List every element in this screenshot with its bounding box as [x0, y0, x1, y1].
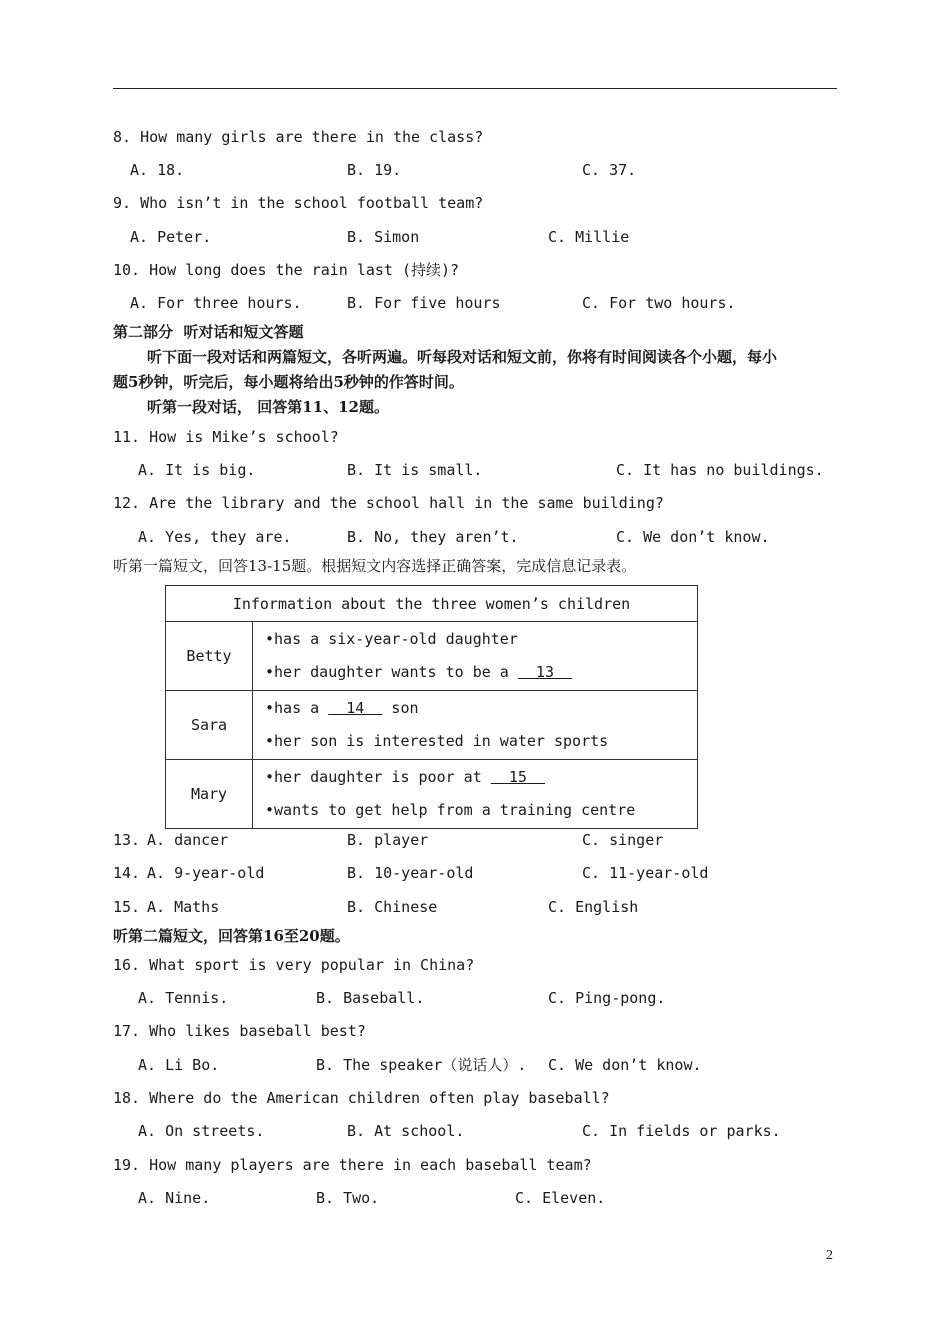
q12-option-a: A. Yes, they are.	[138, 528, 292, 546]
page-number: 2	[826, 1248, 833, 1263]
q16-option-a: A. Tennis.	[138, 989, 229, 1007]
blank-13: 13	[517, 663, 573, 681]
q10-option-a: A. For three hours.	[130, 294, 302, 312]
row-detail-betty: •has a six-year-old daughter •her daughter wants to be a 13	[253, 622, 698, 691]
row-name-sara: Sara	[166, 691, 253, 760]
row-name-mary: Mary	[166, 760, 253, 829]
q10-option-c: C. For two hours.	[582, 294, 736, 312]
q19-option-b: B. Two.	[316, 1189, 380, 1207]
question-19: 19. How many players are there in each baseball team?	[113, 1156, 592, 1174]
q16-option-b: B. Baseball.	[316, 989, 425, 1007]
q17-option-a: A. Li Bo.	[138, 1056, 220, 1074]
q8-option-b: B. 19.	[347, 161, 402, 179]
blank-14: 14	[328, 699, 383, 717]
dialogue-intro: 听第一段对话， 回答第11、12题。	[147, 398, 389, 416]
table-row	[166, 760, 698, 829]
q13-option-a: A. dancer	[147, 831, 229, 849]
q14-number: 14.	[113, 864, 141, 882]
q13-option-b: B. player	[347, 831, 429, 849]
q9-option-a: A. Peter.	[130, 228, 212, 246]
q15-number: 15.	[113, 898, 141, 916]
q13-number: 13.	[113, 831, 141, 849]
part2-heading: 第二部分 听对话和短文答题	[113, 323, 304, 341]
q16-option-c: C. Ping-pong.	[548, 989, 666, 1007]
q17-option-b: B. The speaker（说话人）.	[316, 1056, 527, 1074]
question-8: 8. How many girls are there in the class?	[113, 128, 484, 146]
question-11: 11. How is Mike’s school?	[113, 428, 339, 446]
q11-option-c: C. It has no buildings.	[616, 461, 824, 479]
q17-option-c: C. We don’t know.	[548, 1056, 702, 1074]
passage2-intro: 听第二篇短文，回答第16至20题。	[113, 927, 350, 945]
info-table	[165, 585, 698, 829]
q14-option-b: B. 10-year-old	[347, 864, 474, 882]
q10-option-b: B. For five hours	[347, 294, 501, 312]
q18-option-b: B. At school.	[347, 1122, 465, 1140]
question-10: 10. How long does the rain last (持续)?	[113, 261, 460, 279]
passage1-intro: 听第一篇短文，回答13-15题。根据短文内容选择正确答案，完成信息记录表。	[113, 557, 637, 575]
q14-option-a: A. 9-year-old	[147, 864, 265, 882]
q18-option-c: C. In fields or parks.	[582, 1122, 781, 1140]
table-row	[166, 622, 698, 691]
q9-option-c: C. Millie	[548, 228, 630, 246]
question-17: 17. Who likes baseball best?	[113, 1022, 366, 1040]
table-row	[166, 691, 698, 760]
q19-option-a: A. Nine.	[138, 1189, 211, 1207]
q12-option-b: B. No, they aren’t.	[347, 528, 519, 546]
q15-option-b: B. Chinese	[347, 898, 438, 916]
question-9: 9. Who isn’t in the school football team?	[113, 194, 484, 212]
question-12: 12. Are the library and the school hall in the same building?	[113, 494, 664, 512]
part2-instruction-line1: 听下面一段对话和两篇短文，各听两遍。听每段对话和短文前，你将有时间阅读各个小题，每小	[147, 348, 778, 366]
blank-15: 15	[490, 768, 545, 786]
q15-option-a: A. Maths	[147, 898, 220, 916]
row-detail-sara: •has a 14 son •her son is interested in water sports	[253, 691, 698, 760]
header-rule	[113, 88, 837, 89]
part2-instruction-line2: 题5秒钟，听完后，每小题将给出5秒钟的作答时间。	[113, 373, 464, 391]
q13-option-c: C. singer	[582, 831, 664, 849]
q8-option-c: C. 37.	[582, 161, 637, 179]
row-detail-mary: •her daughter is poor at 15 •wants to get help from a training centre	[253, 760, 698, 829]
q8-option-a: A. 18.	[130, 161, 185, 179]
q18-option-a: A. On streets.	[138, 1122, 265, 1140]
q11-option-a: A. It is big.	[138, 461, 256, 479]
q9-option-b: B. Simon	[347, 228, 420, 246]
question-16: 16. What sport is very popular in China?	[113, 956, 475, 974]
q14-option-c: C. 11-year-old	[582, 864, 709, 882]
q12-option-c: C. We don’t know.	[616, 528, 770, 546]
q11-option-b: B. It is small.	[347, 461, 483, 479]
row-name-betty: Betty	[166, 622, 253, 691]
question-18: 18. Where do the American children often play baseball?	[113, 1089, 610, 1107]
table-title: Information about the three women’s children	[166, 586, 698, 622]
q15-option-c: C. English	[548, 898, 639, 916]
q19-option-c: C. Eleven.	[515, 1189, 606, 1207]
